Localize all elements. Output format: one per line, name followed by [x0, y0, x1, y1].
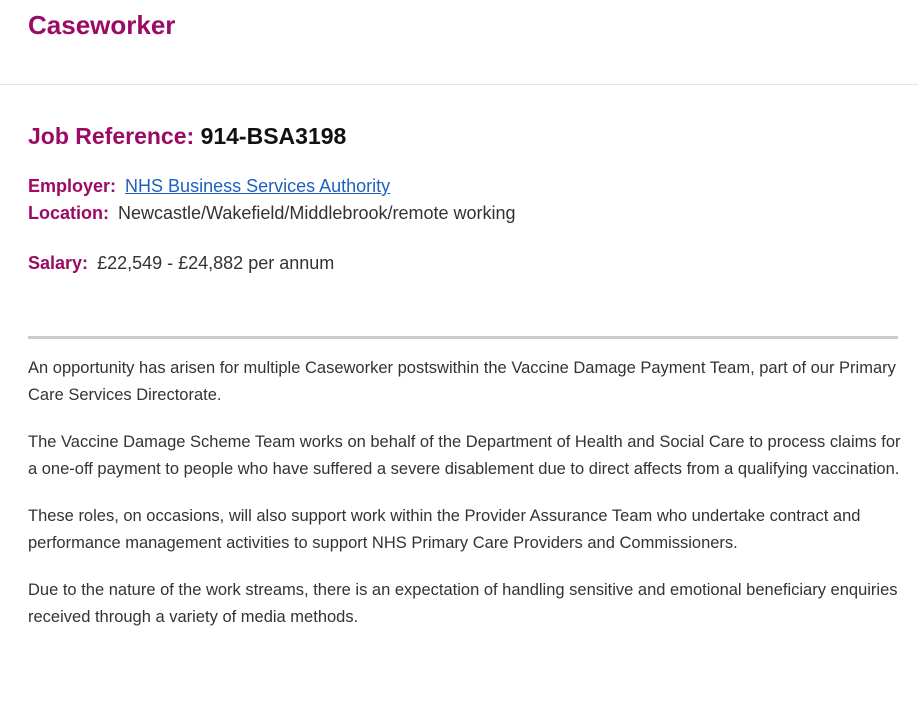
job-reference	[28, 122, 346, 150]
description-paragraph: The Vaccine Damage Scheme Team works on behalf of the Department of Health and Social Care to process claims for a one-off payment to people who have suffered a severe disablement due to direct affects from a qualifying vaccination.	[28, 433, 901, 478]
employer-label: Employer:	[28, 176, 117, 196]
salary-value: £22,549 - £24,882 per annum	[97, 253, 335, 273]
employer-row	[28, 175, 390, 197]
employer-link[interactable]: NHS Business Services Authority	[125, 176, 391, 196]
salary-row	[28, 252, 334, 274]
description-paragraph: These roles, on occasions, will also support work within the Provider Assurance Team who undertake contract and performance management activities to support NHS Primary Care Providers and Commissioners.	[28, 507, 861, 552]
title-bar	[0, 0, 918, 85]
description-paragraph: An opportunity has arisen for multiple Caseworker postswithin the Vaccine Damage Payment Team, part of our Primary Care Services Directorate.	[28, 359, 896, 404]
salary-label: Salary:	[28, 253, 89, 273]
location-value: Newcastle/Wakefield/Middlebrook/remote working	[118, 203, 516, 223]
job-reference-value: 914-BSA3198	[200, 123, 347, 149]
section-divider	[28, 336, 898, 339]
job-title: Caseworker	[28, 10, 176, 40]
job-description	[28, 355, 906, 651]
job-reference-label: Job Reference:	[28, 123, 195, 149]
location-row	[28, 202, 516, 224]
description-paragraph: Due to the nature of the work streams, there is an expectation of handling sensitive and emotional beneficiary enquiries received through a variety of media methods.	[28, 581, 898, 626]
location-label: Location:	[28, 203, 109, 223]
